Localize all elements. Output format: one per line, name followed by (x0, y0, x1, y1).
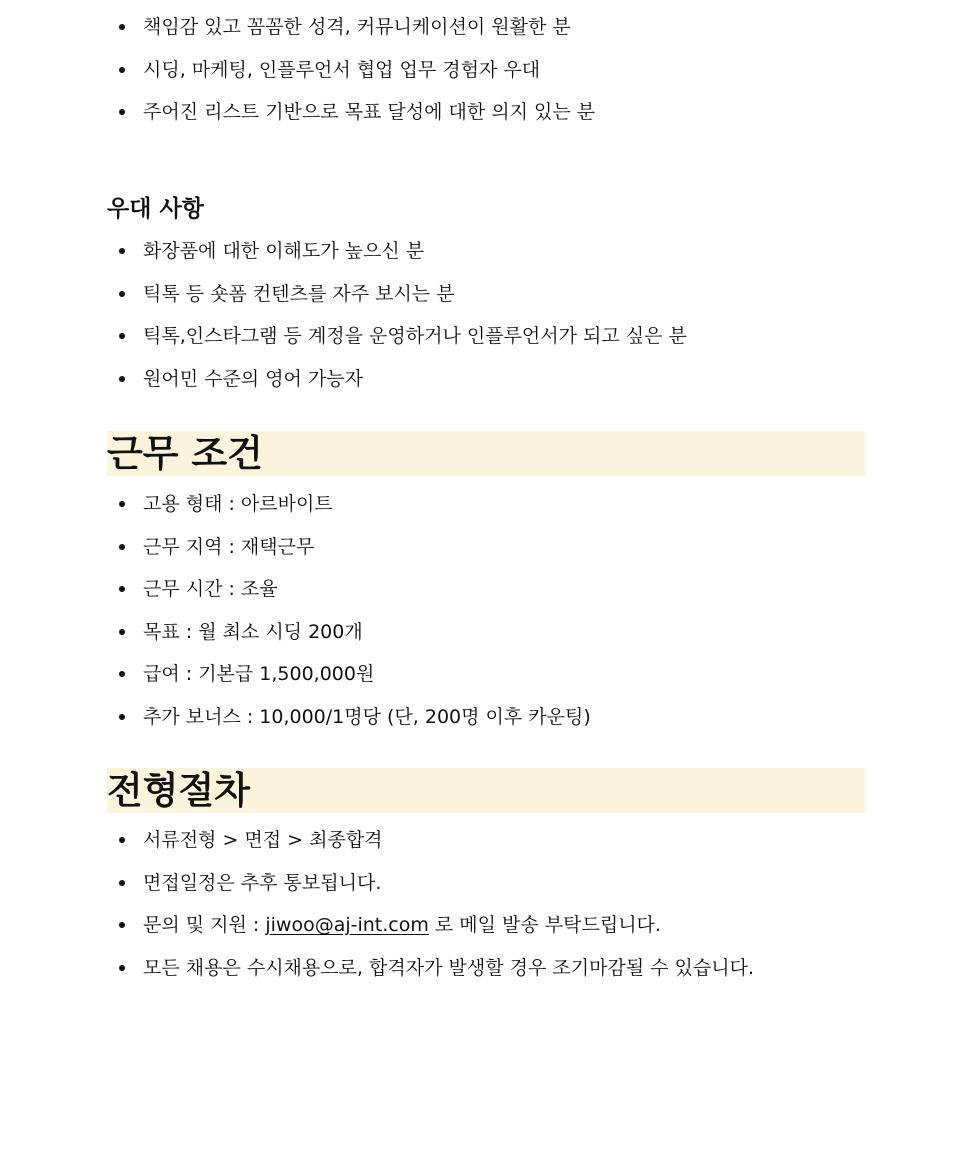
list-item-text: 시딩, 마케팅, 인플루언서 협업 업무 경험자 우대 (143, 58, 541, 81)
list-item-text: 원어민 수준의 영어 가능자 (143, 367, 364, 390)
list-item (107, 819, 865, 862)
bullet-icon (119, 837, 125, 843)
bullet-icon (119, 629, 125, 635)
list-item (107, 6, 865, 49)
bullet-icon (119, 333, 125, 339)
preferred-list (107, 230, 865, 400)
list-item-text: 화장품에 대한 이해도가 높으신 분 (143, 240, 425, 262)
bullet-icon (119, 714, 125, 720)
list-item (107, 358, 865, 401)
list-item-text: 서류전형 > 면접 > 최종합격 (143, 829, 383, 851)
list-item (107, 947, 865, 990)
process-heading: 전형절차 (107, 768, 865, 813)
list-item-text: 고용 형태 : 아르바이트 (143, 493, 333, 515)
list-item (107, 91, 865, 134)
bullet-icon (119, 671, 125, 677)
list-item-text: 추가 보너스 : 10,000/1명당 (단, 200명 이후 카운팅) (143, 705, 591, 728)
list-item (107, 862, 865, 905)
process-list (107, 819, 865, 989)
list-item-text: 주어진 리스트 기반으로 목표 달성에 대한 의지 있는 분 (143, 101, 596, 123)
list-item-text: 근무 지역 : 재택근무 (143, 535, 315, 558)
contact-list-item (107, 904, 865, 947)
list-item (107, 526, 865, 569)
bullet-icon (119, 248, 125, 254)
bullet-icon (119, 67, 125, 73)
list-item-text: 면접일정은 추후 통보됩니다. (143, 871, 382, 894)
list-item (107, 696, 865, 739)
list-item (107, 273, 865, 316)
list-item (107, 611, 865, 654)
list-item-text: 모든 채용은 수시채용으로, 합격자가 발생할 경우 조기마감될 수 있습니다. (143, 956, 755, 979)
bullet-icon (119, 880, 125, 886)
list-item-text: 목표 : 월 최소 시딩 200개 (143, 620, 363, 643)
list-item (107, 568, 865, 611)
contact-prefix-text: 문의 및 지원 : (143, 914, 266, 936)
list-item-text: 틱톡 등 숏폼 컨텐츠를 자주 보시는 분 (143, 282, 455, 305)
list-item (107, 230, 865, 273)
conditions-heading: 근무 조건 (107, 431, 865, 476)
bullet-icon (119, 109, 125, 115)
conditions-list (107, 483, 865, 738)
bullet-icon (119, 24, 125, 30)
list-item (107, 49, 865, 92)
bullet-icon (119, 965, 125, 971)
list-item (107, 483, 865, 526)
list-item-text: 책임감 있고 꼼꼼한 성격, 커뮤니케이션이 원활한 분 (143, 16, 571, 38)
list-item (107, 315, 865, 358)
requirements-list (107, 6, 865, 134)
bullet-icon (119, 544, 125, 550)
contact-suffix-text: 로 메일 발송 부탁드립니다. (428, 914, 661, 936)
bullet-icon (119, 586, 125, 592)
bullet-icon (119, 922, 125, 928)
bullet-icon (119, 501, 125, 507)
bullet-icon (119, 376, 125, 382)
bullet-icon (119, 291, 125, 297)
preferred-heading: 우대 사항 (107, 196, 204, 222)
contact-email-link[interactable]: jiwoo@aj-int.com (265, 914, 429, 936)
list-item-text: 틱톡,인스타그램 등 계정을 운영하거나 인플루언서가 되고 싶은 분 (143, 325, 687, 347)
list-item-text: 근무 시간 : 조율 (143, 578, 278, 600)
list-item (107, 653, 865, 696)
list-item-text: 급여 : 기본급 1,500,000원 (143, 663, 375, 685)
